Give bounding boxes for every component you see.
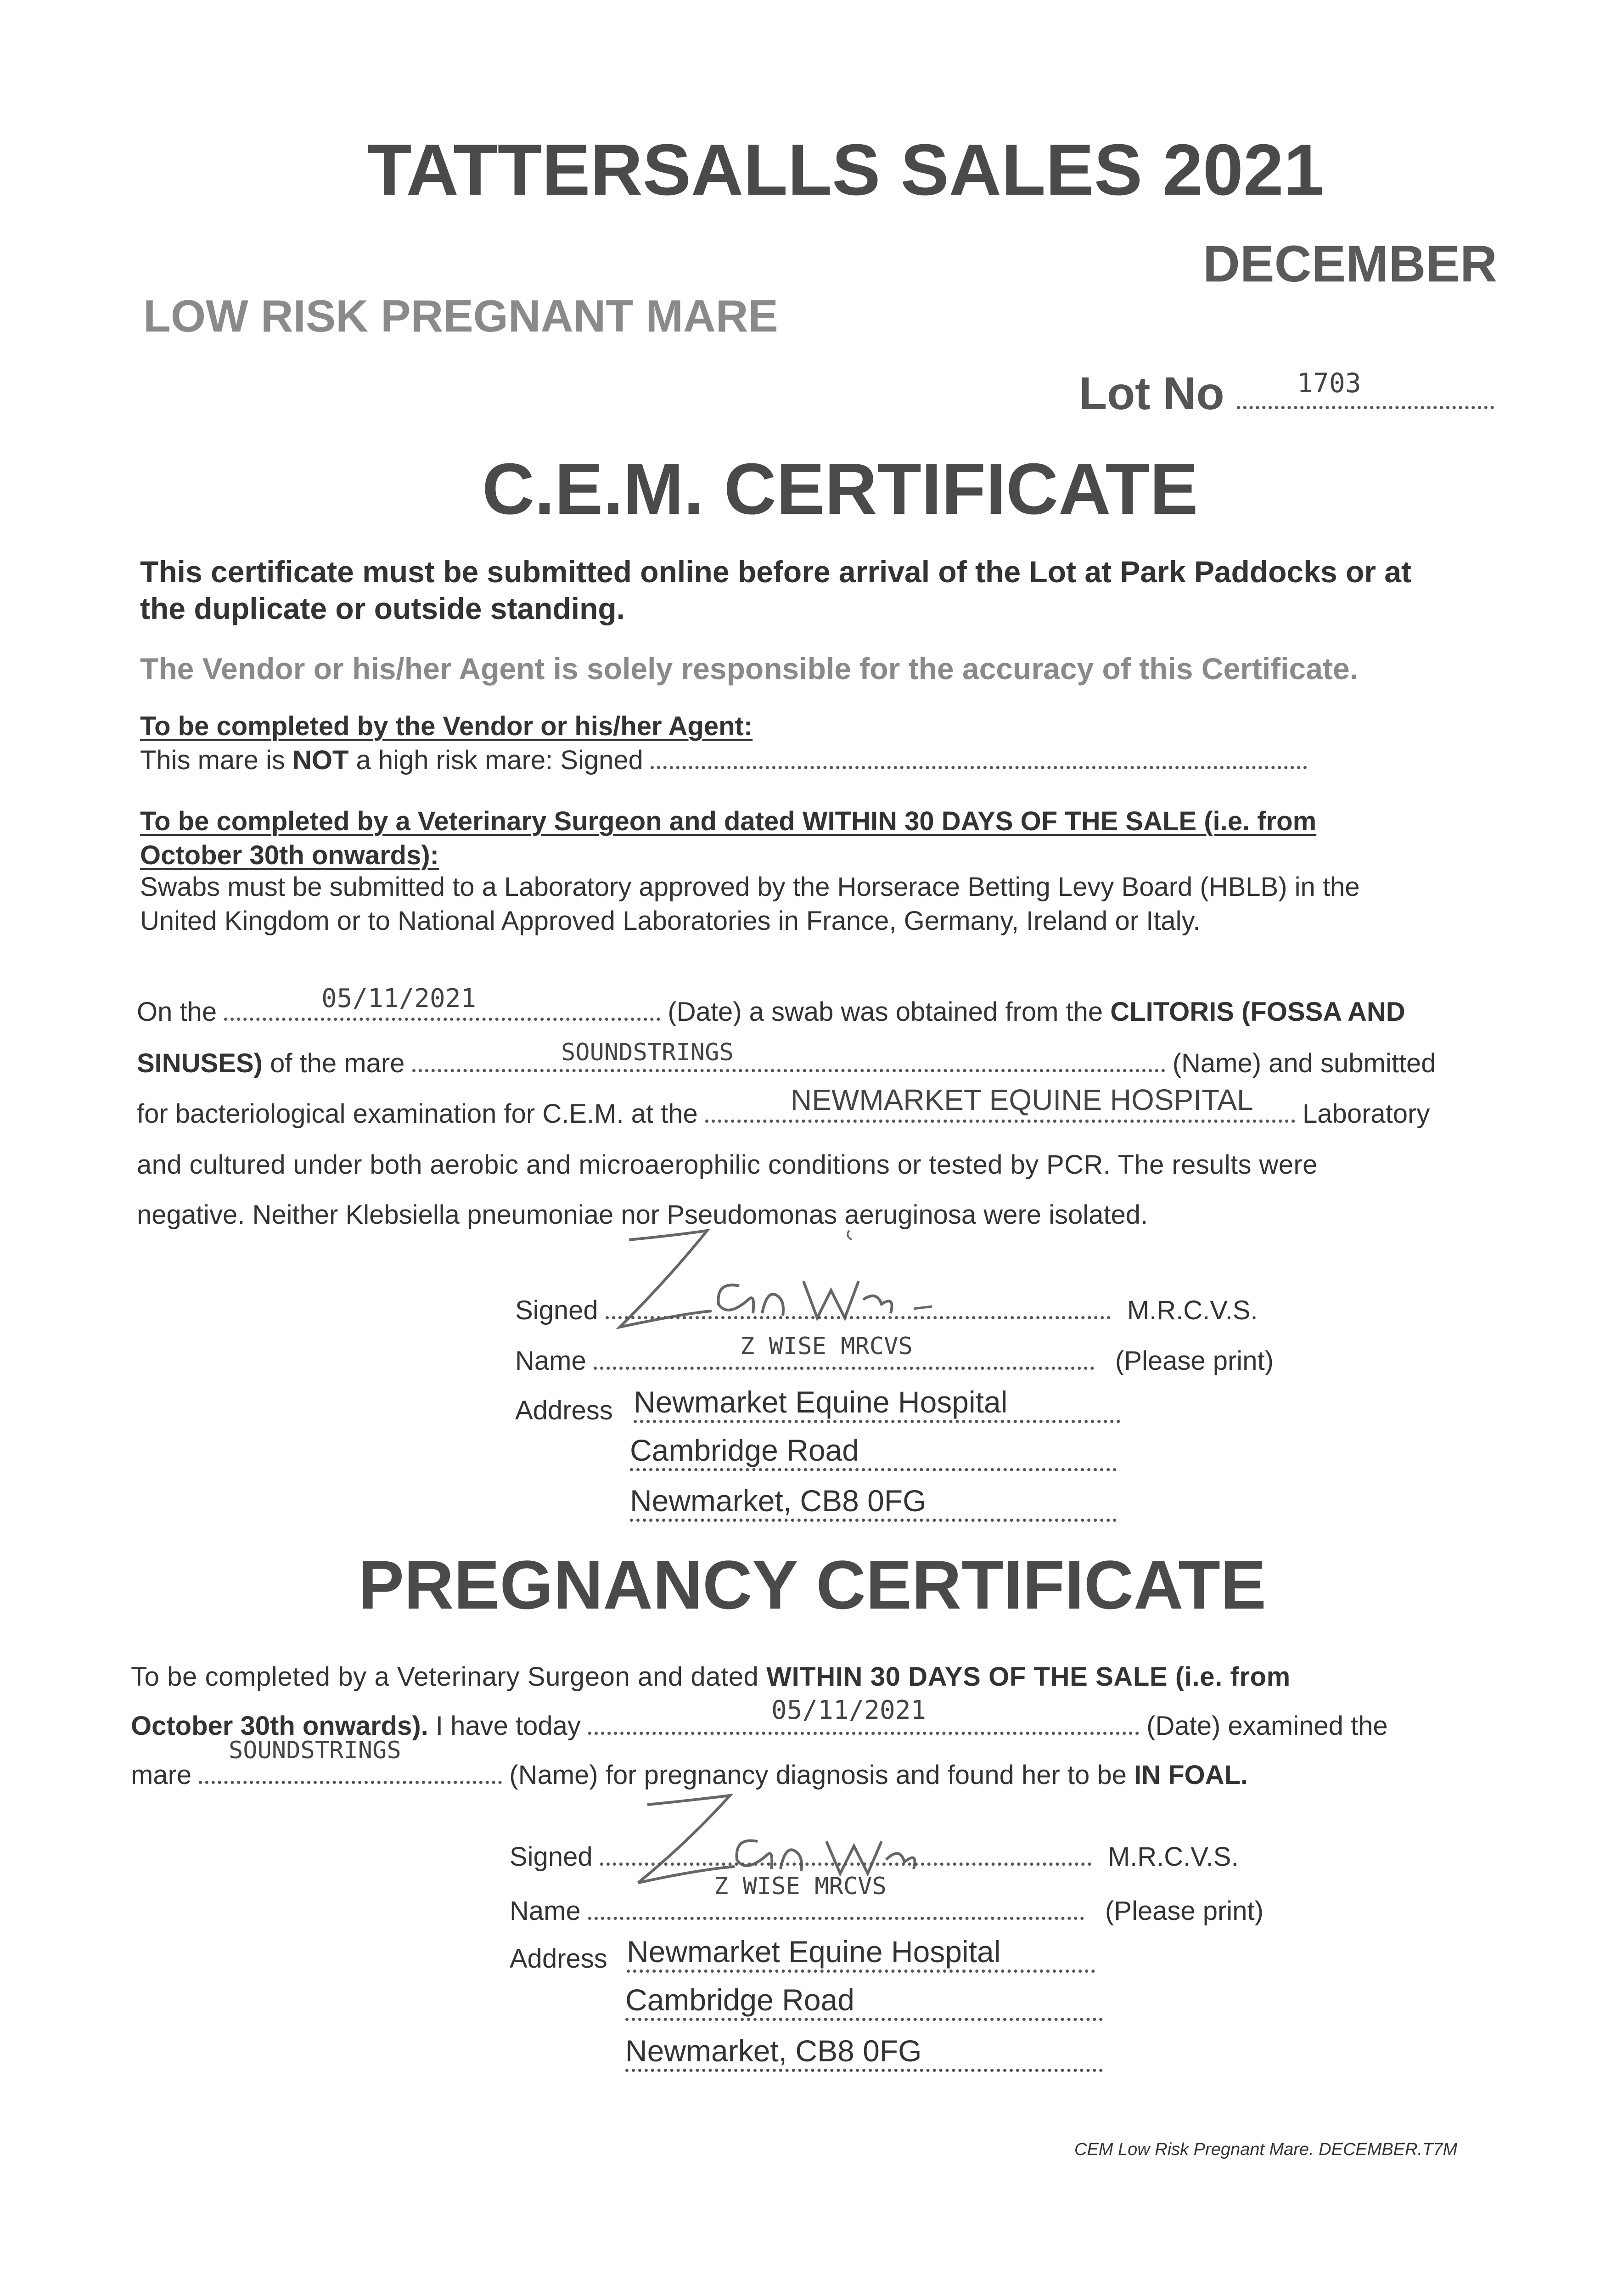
cem-heading: C.E.M. CERTIFICATE	[482, 449, 1198, 529]
document-title: TATTERSALLS SALES 2021	[367, 129, 1324, 210]
cem-address-line3: Newmarket, CB8 0FG	[630, 1484, 927, 1518]
cem-address-line2: Cambridge Road	[630, 1433, 859, 1467]
pregnancy-name-row: Name (Please print)	[510, 1896, 1264, 1926]
certificate-type: LOW RISK PREGNANT MARE	[143, 291, 778, 341]
pregnancy-heading: PREGNANCY CERTIFICATE	[358, 1546, 1266, 1623]
mare-name-value: SOUNDSTRINGS	[561, 1039, 734, 1066]
vendor-heading: To be completed by the Vendor or his/her Agent:	[140, 711, 753, 741]
cem-vet-name: Z WISE MRCVS	[740, 1333, 913, 1360]
responsibility-notice: The Vendor or his/her Agent is solely responsible for the accuracy of this Certificate.	[140, 652, 1358, 686]
cem-signature-icon	[601, 1226, 1015, 1345]
pregnancy-mare-value: SOUNDSTRINGS	[229, 1737, 401, 1764]
lot-label: Lot No	[1079, 368, 1224, 419]
culture-statement: and cultured under both aerobic and microaerophilic conditions or tested by PCR. The results were	[137, 1150, 1318, 1180]
pregnancy-vet-name: Z WISE MRCVS	[714, 1873, 887, 1900]
pregnancy-address-line2: Cambridge Road	[625, 1983, 854, 2017]
cem-name-row: Name (Please print)	[515, 1346, 1274, 1376]
cem-signed-row: Signed M.R.C.V.S.	[515, 1295, 1258, 1325]
mare-name-line: SINUSES) of the mare (Name) and submitted	[137, 1048, 1436, 1078]
laboratory-value: NEWMARKET EQUINE HOSPITAL	[791, 1083, 1253, 1116]
pregnancy-date-value: 05/11/2021	[771, 1695, 927, 1725]
pregnancy-address-line1: Newmarket Equine Hospital	[627, 1935, 1001, 1969]
sale-month: DECEMBER	[1203, 235, 1497, 293]
negative-statement: negative. Neither Klebsiella pneumoniae nor Pseudomonas aeruginosa were isolated.	[137, 1200, 1148, 1230]
lot-value: 1703	[1297, 367, 1361, 399]
vendor-declaration: This mare is NOT a high risk mare: Signed	[140, 745, 1307, 776]
pregnancy-address-line3: Newmarket, CB8 0FG	[625, 2034, 922, 2068]
submission-notice: This certificate must be submitted online before arrival of the Lot at Park Paddocks or at the duplicate or outside standing.	[140, 555, 1411, 625]
swabs-instructions: Swabs must be submitted to a Laboratory approved by the Horserace Betting Levy Board (HBLB) in the United Kingdom or to National Approved Laboratories in France, Germany, Ireland or Italy.	[140, 872, 1360, 936]
footer-reference: CEM Low Risk Pregnant Mare. DECEMBER.T7M	[1074, 2140, 1458, 2159]
vet-heading: To be completed by a Veterinary Surgeon and dated WITHIN 30 DAYS OF THE SALE (i.e. from October 30th onwards):	[140, 806, 1317, 870]
pregnancy-address-label: Address	[510, 1944, 607, 1974]
lot-number	[1079, 367, 1494, 420]
pregnancy-line2: October 30th onwards). I have today (Date) examined the	[131, 1711, 1388, 1741]
swab-date-line: On the (Date) a swab was obtained from the CLITORIS (FOSSA AND	[137, 997, 1405, 1027]
cem-address-label: Address	[515, 1396, 613, 1425]
pregnancy-signed-row: Signed M.R.C.V.S.	[510, 1842, 1239, 1872]
pregnancy-line1: To be completed by a Veterinary Surgeon and dated WITHIN 30 DAYS OF THE SALE (i.e. from	[131, 1662, 1291, 1692]
cem-address-line1: Newmarket Equine Hospital	[634, 1385, 1008, 1419]
swab-date-value: 05/11/2021	[321, 984, 477, 1013]
pregnancy-line3: mare (Name) for pregnancy diagnosis and found her to be IN FOAL.	[131, 1760, 1248, 1790]
laboratory-line: for bacteriological examination for C.E.M. at the Laboratory	[137, 1099, 1430, 1129]
